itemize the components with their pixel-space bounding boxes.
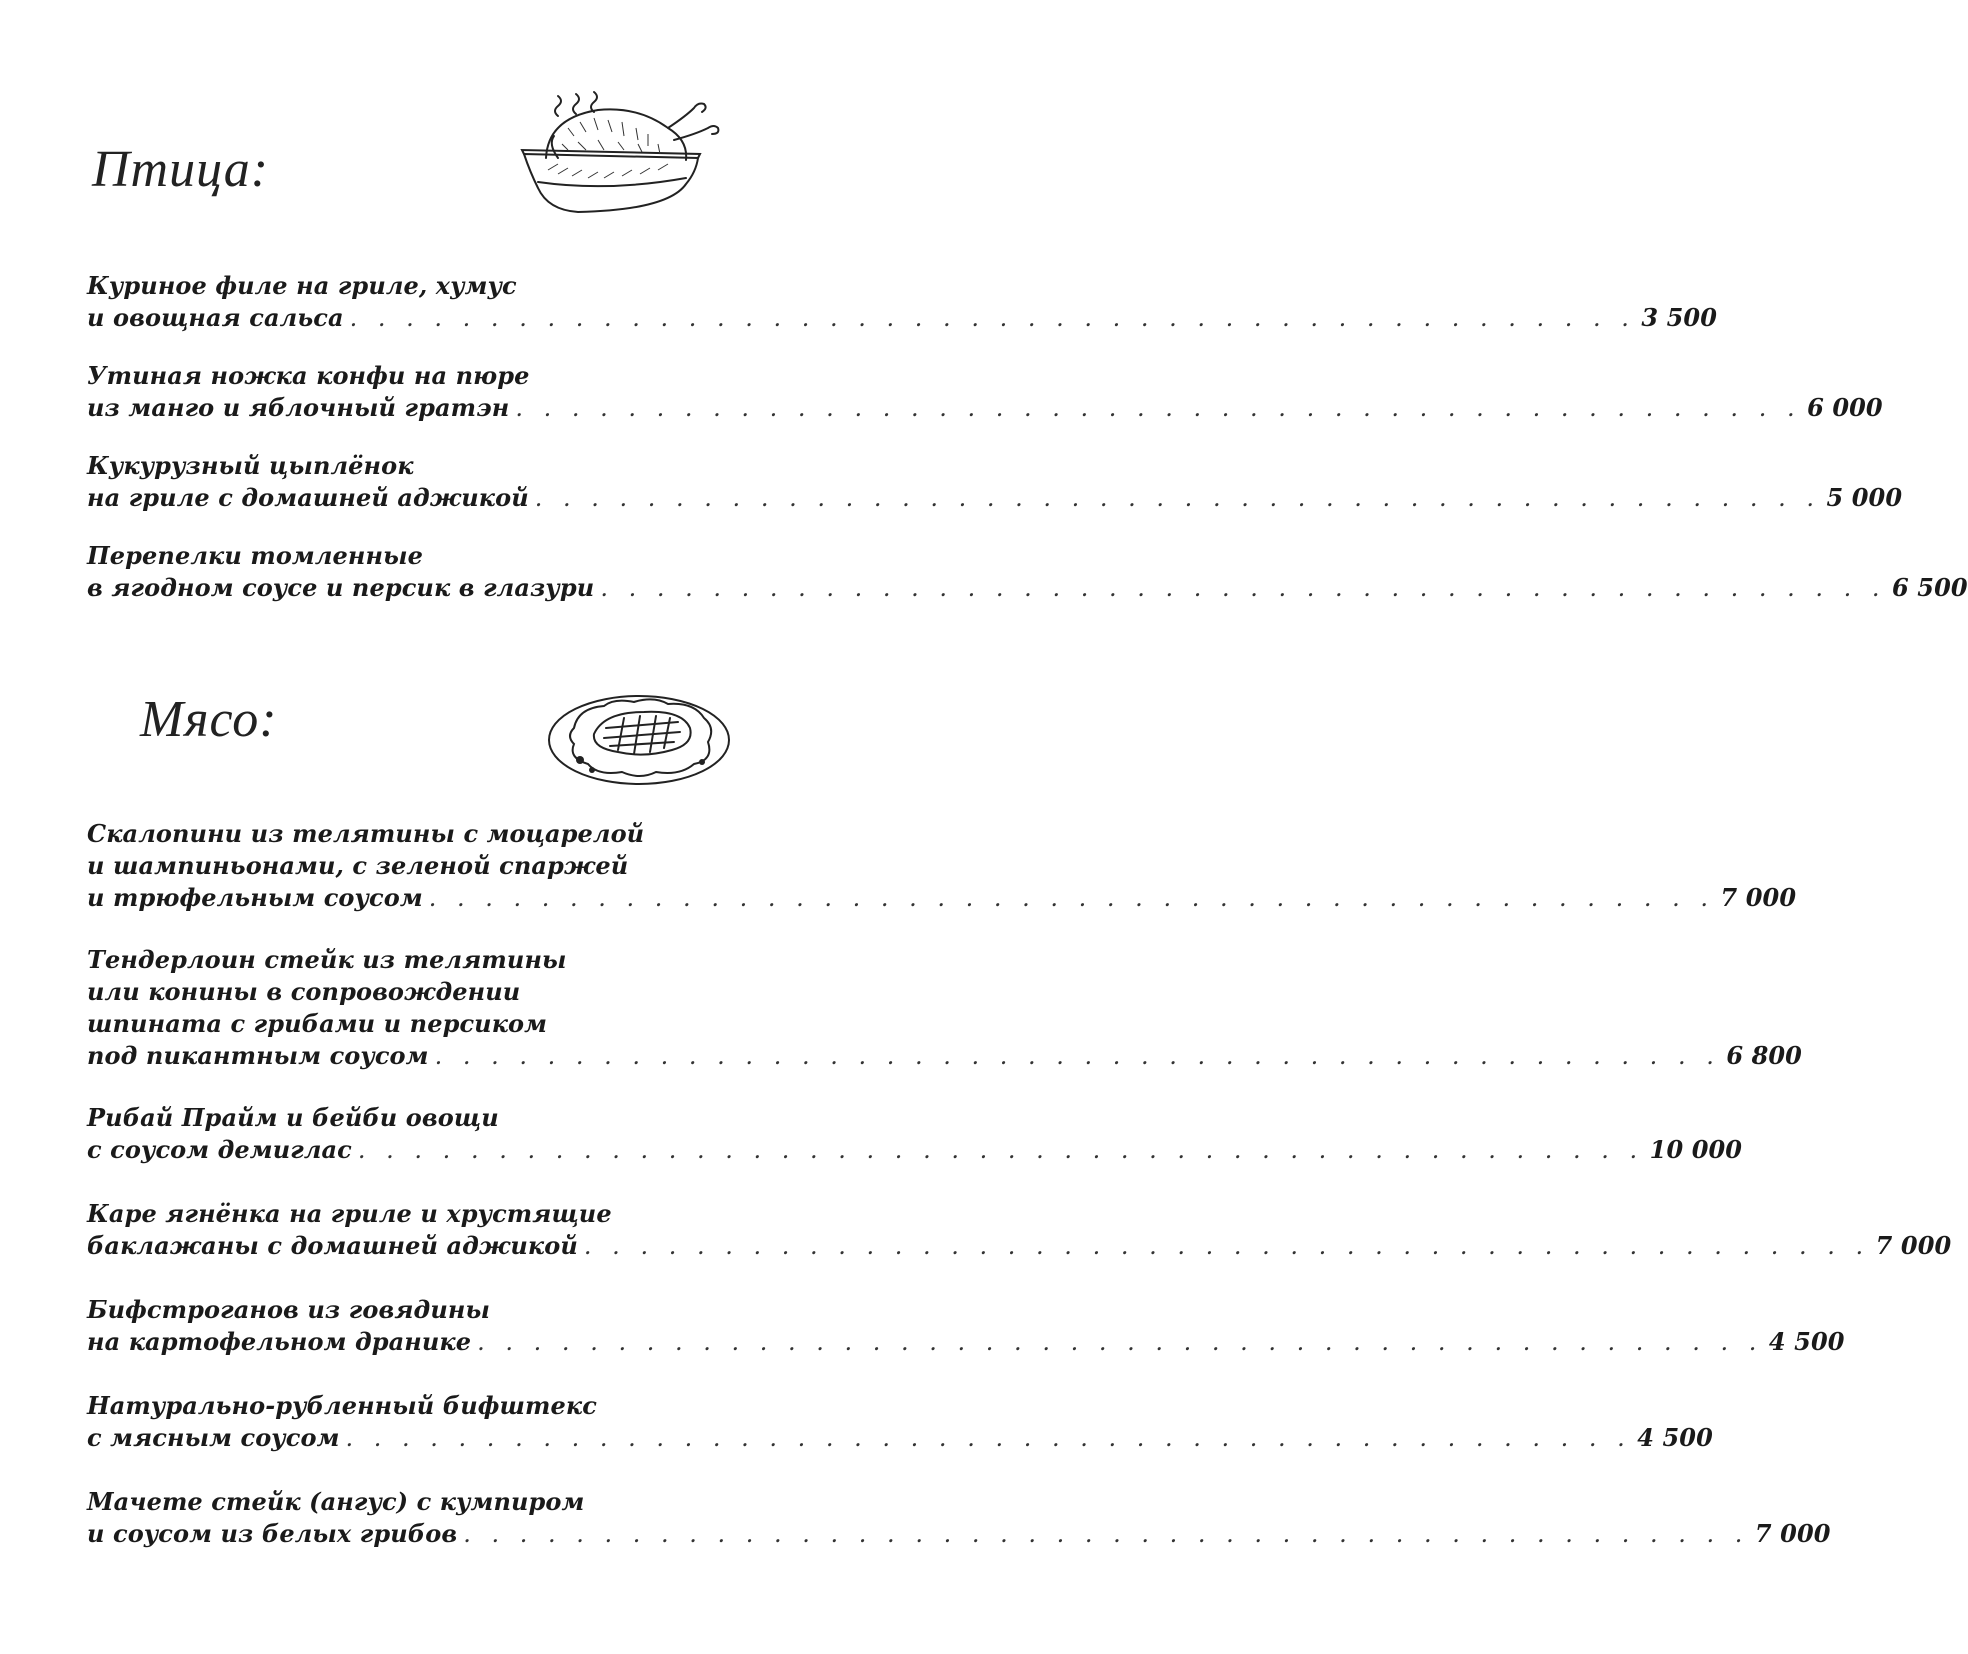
menu-item — [87, 450, 1903, 540]
dish-name-line: с мясным соусом — [87, 1423, 340, 1452]
dish-name-line: Кукурузный цыплёнок — [87, 451, 414, 480]
dish-price: 6 800 — [1726, 1041, 1802, 1070]
dish-name-line: на картофельном дранике — [87, 1327, 472, 1356]
section-title-text: Мясо: — [140, 691, 278, 748]
poultry-menu-list — [87, 270, 1968, 630]
menu-item — [87, 1390, 1713, 1486]
dish-price: 7 000 — [1754, 1519, 1831, 1548]
dish-price: 5 000 — [1826, 483, 1903, 512]
dish-name-line: и овощная сальса — [87, 303, 344, 332]
dish-price: 7 000 — [1875, 1231, 1952, 1260]
dish-name-line: на гриле с домашней аджикой — [87, 483, 529, 512]
dot-leader: . . . . . . . . . . . . . . . . . . . . . . . . . . . . . . . . . . . . . . . . . . . . . . — [463, 1520, 1749, 1548]
dot-leader: . . . . . . . . . . . . . . . . . . . . . . . . . . . . . . . . . . . . . . . . . . . . . . — [477, 1328, 1763, 1356]
dot-leader: . . . . . . . . . . . . . . . . . . . . . . . . . . . . . . . . . . . . . . . . . . . . . . — [515, 394, 1802, 422]
dish-name-line: из манго и яблочный гратэн — [87, 393, 510, 422]
roast-chicken-illustration — [518, 88, 738, 228]
dish-price: 6 500 — [1892, 573, 1968, 602]
dot-leader: . . . . . . . . . . . . . . . . . . . . . . . . . . . . . . . . . . . . . . . . . . . . . . — [345, 1424, 1632, 1452]
dish-price: 4 500 — [1768, 1327, 1845, 1356]
dish-price: 10 000 — [1649, 1135, 1743, 1164]
dot-leader: . . . . . . . . . . . . . . . . . . . . . . . . . . . . . . . . . . . . . . . . . . . . . . — [428, 884, 1715, 912]
dish-name-line: Перепелки томленные — [87, 541, 423, 570]
dot-leader: . . . . . . . . . . . . . . . . . . . . . . . . . . . . . . . . . . . . . . . . . . . . . . — [434, 1042, 1721, 1070]
dish-name-line: Тендерлоин стейк из телятины — [87, 945, 567, 974]
section-title-meat — [140, 690, 278, 749]
menu-item — [87, 270, 1718, 360]
menu-item — [87, 1198, 1952, 1294]
dish-name-line: или конины в сопровождении — [87, 977, 521, 1006]
steak-plate-illustration — [544, 688, 734, 792]
dish-name-line: Мачете стейк (ангус) с кумпиром — [87, 1487, 585, 1516]
dish-name-line: баклажаны с домашней аджикой — [87, 1231, 578, 1260]
dish-name-line: шпината с грибами и персиком — [87, 1009, 548, 1038]
dish-name-line: Натурально-рубленный бифштекс — [87, 1391, 597, 1420]
section-title-text: Птица: — [92, 141, 270, 198]
dot-leader: . . . . . . . . . . . . . . . . . . . . . . . . . . . . . . . . . . . . . . . . . . . . . . — [357, 1136, 1644, 1164]
dish-price: 3 500 — [1641, 303, 1718, 332]
dot-leader: . . . . . . . . . . . . . . . . . . . . . . . . . . . . . . . . . . . . . . . . . . . . . . — [534, 484, 1821, 512]
menu-item — [87, 360, 1883, 450]
dot-leader: . . . . . . . . . . . . . . . . . . . . . . . . . . . . . . . . . . . . . . . . . . . . . . — [583, 1232, 1870, 1260]
dish-name-line: в ягодном соусе и персик в глазури — [87, 573, 595, 602]
dish-name-line: Скалопини из телятины с моцарелой — [87, 819, 645, 848]
menu-item — [87, 944, 1802, 1102]
menu-item — [87, 818, 1797, 944]
dish-price: 4 500 — [1637, 1423, 1713, 1452]
dot-leader: . . . . . . . . . . . . . . . . . . . . . . . . . . . . . . . . . . . . . . . . . . . . . . — [349, 304, 1636, 332]
menu-item — [87, 540, 1968, 630]
dish-price: 6 000 — [1807, 393, 1883, 422]
menu-item — [87, 1294, 1845, 1390]
dish-name-line: и шампиньонами, с зеленой спаржей — [87, 851, 629, 880]
menu-item — [87, 1102, 1743, 1198]
meat-menu-list — [87, 818, 1952, 1582]
dish-name-line: Утиная ножка конфи на пюре — [87, 361, 530, 390]
dish-name-line: и соусом из белых грибов — [87, 1519, 458, 1548]
dish-name-line: Бифстроганов из говядины — [87, 1295, 491, 1324]
dish-name-line: Куриное филе на гриле, хумус — [87, 271, 517, 300]
dish-name-line: и трюфельным соусом — [87, 883, 423, 912]
dish-price: 7 000 — [1720, 883, 1797, 912]
dot-leader: . . . . . . . . . . . . . . . . . . . . . . . . . . . . . . . . . . . . . . . . . . . . . . — [600, 574, 1887, 602]
section-title-poultry — [92, 140, 269, 199]
menu-item — [87, 1486, 1831, 1582]
dish-name-line: под пикантным соусом — [87, 1041, 429, 1070]
dish-name-line: Каре ягнёнка на гриле и хрустящие — [87, 1199, 612, 1228]
dish-name-line: с соусом демиглас — [87, 1135, 352, 1164]
dish-name-line: Рибай Прайм и бейби овощи — [87, 1103, 499, 1132]
